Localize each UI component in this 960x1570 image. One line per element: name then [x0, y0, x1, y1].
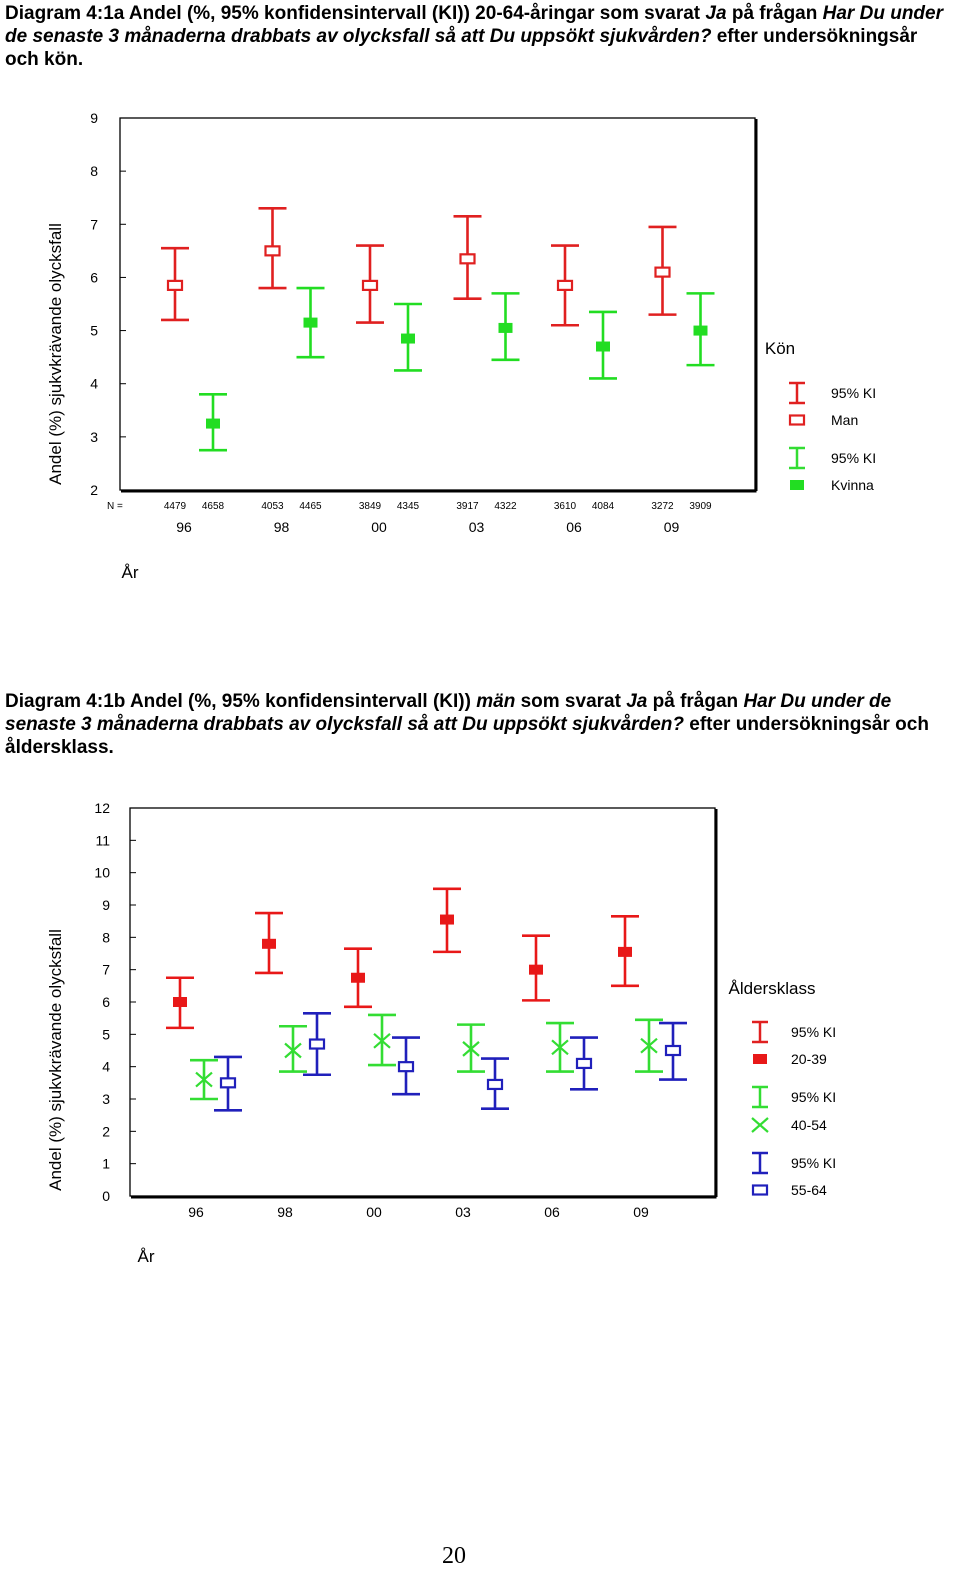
chart1-legend-label: 95% KI [831, 385, 877, 401]
chart2-y-tick-label: 1 [102, 1155, 110, 1172]
chart2-legend-symbol [752, 1087, 768, 1107]
chart2-legend-symbol [752, 1022, 768, 1042]
chart2-age-20-39-point [440, 915, 454, 925]
chart1-y-tick-label: 3 [90, 428, 98, 445]
chart1-kvinna-n-label: 4322 [494, 501, 517, 512]
chart2-x-tick-label: 00 [366, 1204, 382, 1220]
chart1-y-tick-label: 5 [90, 322, 98, 339]
chart2-legend-symbol [753, 1186, 767, 1195]
chart2-y-tick-label: 4 [102, 1058, 110, 1075]
chart1-legend-label: Kvinna [831, 477, 874, 493]
chart2-plot-frame [130, 808, 715, 1196]
chart1-man-n-label: 4053 [261, 501, 284, 512]
chart2-y-tick-label: 8 [102, 929, 110, 946]
chart1-y-tick-label: 7 [90, 216, 98, 233]
chart2-y-tick-label: 7 [102, 961, 110, 978]
chart2-age-20-39-point [618, 947, 632, 957]
chart1-kvinna-n-label: 4084 [591, 501, 615, 512]
chart2-age-20-39-point [351, 973, 365, 983]
chart2-age-20-39-point [529, 965, 543, 975]
chart2-age-20-39-point [262, 939, 276, 949]
chart1-y-axis-label: Andel (%) sjukvkrävande olycksfall [46, 223, 65, 485]
chart2-x-tick-label: 09 [633, 1204, 649, 1220]
chart2-legend-label: 95% KI [791, 1155, 837, 1171]
chart2-age-55-64-point [310, 1040, 324, 1049]
chart2-age-55-64-point [399, 1062, 413, 1071]
chart2-y-axis-label: Andel (%) sjukvkrävande olycksfall [46, 929, 65, 1191]
chart2-legend-label: 95% KI [791, 1089, 837, 1105]
chart2-legend-symbol [752, 1118, 768, 1132]
chart2-x-tick-label: 96 [188, 1204, 204, 1220]
chart2-legend-label: 55-64 [791, 1182, 827, 1198]
chart2-y-tick-label: 6 [102, 994, 110, 1010]
chart1-caption: Diagram 4:1a Andel (%, 95% konfidensintervall (KI)) 20-64-åringar som svarat Ja på frågan Har Du under de senaste 3 månaderna drabbats av olycksfall så att Du uppsökt sjukvården? efter undersökningsår och kön. [5, 3, 943, 70]
chart1-man-n-label: 3849 [358, 501, 382, 512]
chart2-legend-label: 40-54 [791, 1117, 827, 1133]
chart2-y-tick-label: 10 [94, 864, 110, 881]
chart1-legend-label: Man [831, 412, 859, 428]
chart1-kvinna-n-label: 4465 [299, 501, 322, 512]
chart2-x-tick-label: 03 [455, 1204, 471, 1220]
chart1-kvinna-n-label: 4345 [396, 501, 420, 512]
chart1-man-n-label: 3917 [456, 501, 479, 512]
chart1-x-tick-label: 98 [273, 519, 290, 535]
chart1-man-n-label: 4479 [163, 501, 187, 512]
chart2-y-tick-label: 11 [95, 832, 110, 849]
chart1-x-tick-label: 96 [176, 519, 192, 535]
chart1-n-label: N = [107, 501, 123, 512]
chart2-y-tick-label: 12 [94, 800, 110, 816]
chart2-age-55-64-point [666, 1046, 680, 1055]
chart1-x-tick-label: 09 [663, 519, 680, 535]
chart1-y-tick-label: 4 [90, 375, 98, 392]
chart1-man-n-label: 3272 [651, 501, 674, 512]
chart1-y-tick-label: 6 [90, 269, 98, 286]
chart1-man-n-label: 3610 [553, 501, 577, 512]
chart2-legend-label: 95% KI [791, 1024, 837, 1040]
chart1-y-tick-label: 9 [90, 110, 98, 126]
chart1-kvinna-n-label: 4658 [201, 501, 225, 512]
chart2-age-55-64-point [577, 1059, 591, 1068]
chart1-legend-label: 95% KI [831, 450, 877, 466]
chart2-y-tick-label: 3 [102, 1091, 110, 1107]
chart1-legend-title: Kön [764, 339, 796, 358]
chart2-y-tick-label: 9 [102, 897, 110, 913]
chart2-legend-label: 20-39 [791, 1051, 827, 1067]
chart2-age-40-54-errorbar [279, 1026, 307, 1071]
chart1-x-axis-label: År [121, 563, 139, 582]
chart1-x-tick-label: 00 [371, 519, 387, 535]
chart2-x-tick-label: 06 [544, 1204, 560, 1220]
chart1-y-tick-label: 8 [90, 163, 98, 180]
chart1-y-tick-label: 2 [90, 482, 98, 498]
page-number: 20 [442, 1543, 466, 1569]
chart2-age-20-39-point [173, 997, 187, 1007]
chart2-legend-title: Åldersklass [728, 979, 816, 998]
chart2-y-tick-label: 2 [102, 1123, 110, 1140]
chart2-age-55-64-point [221, 1078, 235, 1087]
chart1-kvinna-n-label: 3909 [689, 501, 712, 512]
chart2-caption: Diagram 4:1b Andel (%, 95% konfidensintervall (KI)) män som svarat Ja på frågan Har Du under de senaste 3 månaderna drabbats av olycksfall så att Du uppsökt sjukvården? efter undersökningsår och åldersklass. [5, 691, 929, 758]
chart2-legend-symbol [753, 1054, 767, 1064]
chart2-x-tick-label: 98 [277, 1204, 293, 1220]
chart1-x-tick-label: 03 [468, 519, 485, 535]
chart1-x-tick-label: 06 [566, 519, 582, 535]
chart2-x-axis-label: År [137, 1247, 155, 1266]
chart2-legend-symbol [752, 1153, 768, 1173]
chart2-age-55-64-point [488, 1080, 502, 1089]
chart2-y-tick-label: 5 [102, 1026, 110, 1043]
chart2-y-tick-label: 0 [102, 1188, 110, 1204]
